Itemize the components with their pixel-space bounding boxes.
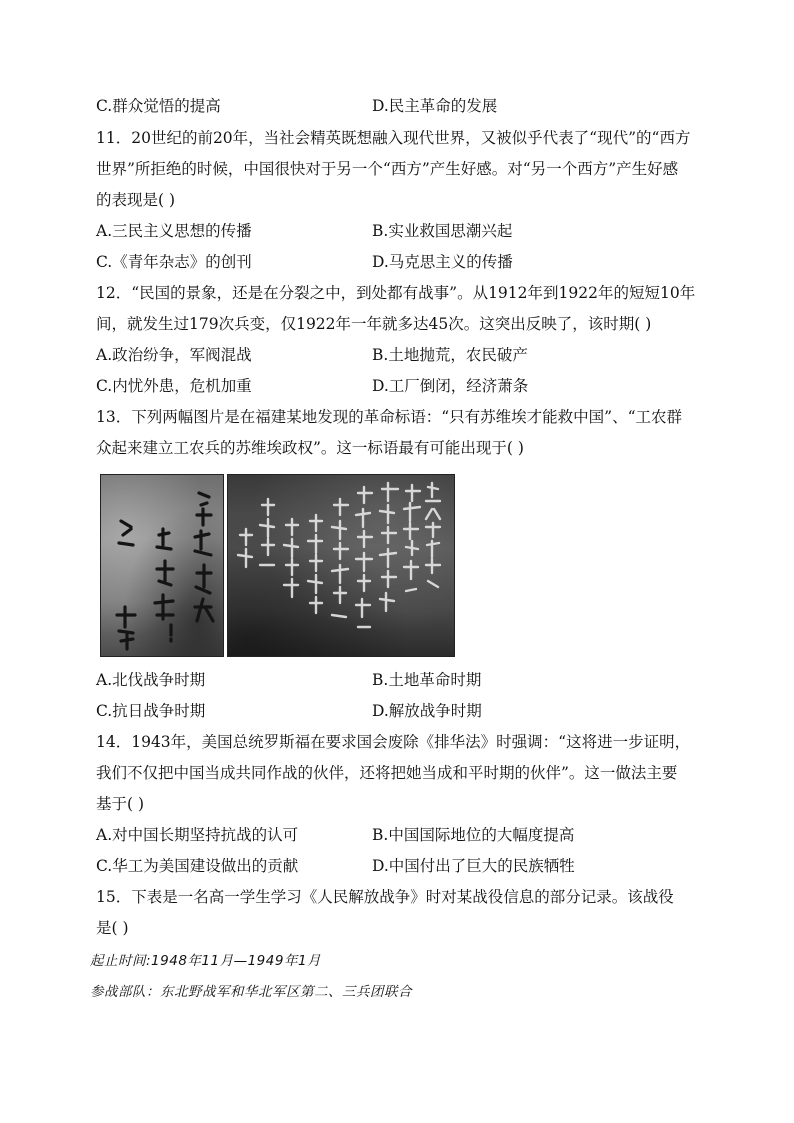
slogan-photo-left <box>100 474 224 657</box>
q14-option-c: C.华工为美国建设做出的贡献 <box>96 857 299 875</box>
q12-option-a: A.政治纷争，军阀混战 <box>96 346 252 364</box>
q13-option-d: D.解放战争时期 <box>372 702 482 720</box>
q14-stem-line-2: 我们不仅把中国当成共同作战的伙伴，还将把她当成和平时期的伙伴”。这一做法主要 <box>96 764 678 782</box>
q10-option-c: C.群众觉悟的提高 <box>96 97 221 115</box>
q10-option-d: D.民主革命的发展 <box>372 97 498 115</box>
q14-option-d: D.中国付出了巨大的民族牺牲 <box>372 857 575 875</box>
q13-stem-line-1: 13．下列两幅图片是在福建某地发现的革命标语：“只有苏维埃才能救中国”、“工农群 <box>96 408 682 426</box>
q11-option-c: C.《青年杂志》的创刊 <box>96 253 252 271</box>
q13-stem-line-2: 众起来建立工农兵的苏维埃政权”。这一标语最有可能出现于( ) <box>96 439 524 457</box>
slogan-brush-strokes-left <box>101 475 223 656</box>
q13-option-c: C.抗日战争时期 <box>96 702 206 720</box>
q14-option-a: A.对中国长期坚持抗战的认可 <box>96 826 299 844</box>
q12-stem-line-1: 12．“民国的景象，还是在分裂之中，到处都有战事”。从1912年到1922年的短短10年 <box>96 284 696 302</box>
q15-note-forces: 参战部队：东北野战军和华北军区第二、三兵团联合 <box>90 984 412 1000</box>
q11-option-b: B.实业救国思潮兴起 <box>372 222 513 240</box>
slogan-photo-right <box>227 474 455 657</box>
q11-stem-line-1: 11．20世纪的前20年，当社会精英既想融入现代世界，又被似乎代表了“现代”的“西方 <box>96 129 691 147</box>
q11-stem-line-3: 的表现是( ) <box>96 191 176 209</box>
q11-option-a: A.三民主义思想的传播 <box>96 222 252 240</box>
q14-option-b: B.中国国际地位的大幅度提高 <box>372 826 575 844</box>
q12-option-d: D.工厂倒闭，经济萧条 <box>372 377 529 395</box>
q11-option-d: D.马克思主义的传播 <box>372 253 513 271</box>
q12-stem-line-2: 间，就发生过179次兵变，仅1922年一年就多达45次。这突出反映了，该时期( ) <box>96 315 652 333</box>
q15-stem-line-1: 15．下表是一名高一学生学习《人民解放战争》时对某战役信息的部分记录。该战役 <box>96 888 674 906</box>
slogan-brush-strokes-right <box>228 475 454 656</box>
q14-stem-line-3: 基于( ) <box>96 795 145 813</box>
q12-option-b: B.土地抛荒，农民破产 <box>372 346 528 364</box>
q15-stem-line-2: 是( ) <box>96 919 129 937</box>
q11-stem-line-2: 世界”所拒绝的时候，中国很快对于另一个“西方”产生好感。对“另一个西方”产生好感 <box>96 160 679 178</box>
q12-option-c: C.内忧外患，危机加重 <box>96 377 252 395</box>
q15-note-period: 起止时间:1948年11月—1949年1月 <box>90 953 322 969</box>
q13-option-a: A.北伐战争时期 <box>96 671 206 689</box>
q13-option-b: B.土地革命时期 <box>372 671 482 689</box>
q14-stem-line-1: 14．1943年，美国总统罗斯福在要求国会废除《排华法》时强调：“这将进一步证明， <box>96 733 691 751</box>
